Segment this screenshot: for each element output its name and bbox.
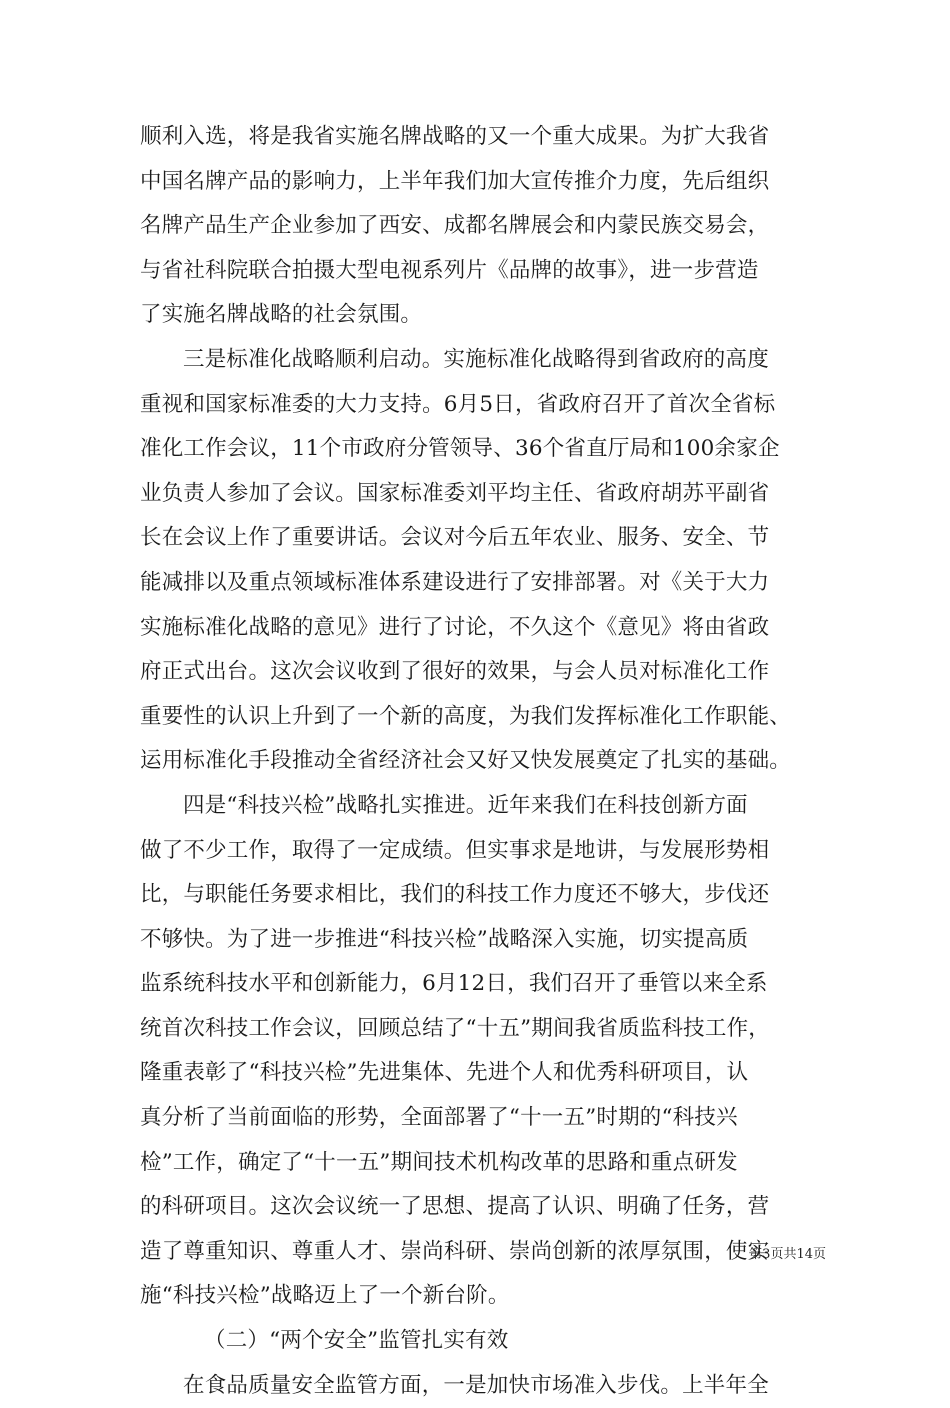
- text-line: 中国名牌产品的影响力，上半年我们加大宣传推介力度，先后组织: [140, 168, 770, 194]
- section-heading: （二）“两个安全”监管扎实有效: [204, 1328, 509, 1354]
- text-line: 比，与职能任务要求相比，我们的科技工作力度还不够大，步伐还: [140, 882, 770, 908]
- text-line: 名牌产品生产企业参加了西安、成都名牌展会和内蒙民族交易会，: [140, 213, 770, 239]
- text-line: 长在会议上作了重要讲话。会议对今后五年农业、服务、安全、节: [140, 525, 770, 551]
- text-line: 隆重表彰了“科技兴检”先进集体、先进个人和优秀科研项目，认: [140, 1060, 749, 1086]
- text-line: 府正式出台。这次会议收到了很好的效果，与会人员对标准化工作: [140, 659, 770, 685]
- text-line: 施“科技兴检”战略迈上了一个新台阶。: [140, 1283, 510, 1309]
- page-number-footer: 第3页共14页: [749, 1247, 826, 1262]
- text-line: 真分析了当前面临的形势，全面部署了“十一五”时期的“科技兴: [140, 1105, 738, 1131]
- paragraph-start-line: 三是标准化战略顺利启动。实施标准化战略得到省政府的高度: [183, 346, 769, 372]
- text-line: 检”工作，确定了“十一五”期间技术机构改革的思路和重点研发: [140, 1149, 738, 1175]
- text-line: 不够快。为了进一步推进“科技兴检”战略深入实施，切实提高质: [140, 926, 749, 952]
- text-line: 重视和国家标准委的大力支持。6月5日，省政府召开了首次全省标: [140, 391, 776, 417]
- paragraph-start-line: 四是“科技兴检”战略扎实推进。近年来我们在科技创新方面: [183, 792, 748, 818]
- text-line: 能减排以及重点领域标准体系建设进行了安排部署。对《关于大力: [140, 569, 770, 595]
- text-line: 准化工作会议，11个市政府分管领导、36个省直厅局和100余家企: [140, 436, 780, 462]
- text-line: 造了尊重知识、尊重人才、崇尚科研、崇尚创新的浓厚氛围，使实: [140, 1238, 770, 1264]
- text-line: 了实施名牌战略的社会氛围。: [140, 302, 423, 328]
- body-text: [140, 115, 830, 1408]
- text-line: 重要性的认识上升到了一个新的高度，为我们发挥标准化工作职能、: [140, 703, 792, 729]
- text-line: 与省社科院联合拍摄大型电视系列片《品牌的故事》，进一步营造: [140, 257, 759, 283]
- text-line: 统首次科技工作会议，回顾总结了“十五”期间我省质监科技工作，: [140, 1015, 770, 1041]
- text-line: 运用标准化手段推动全省经济社会又好又快发展奠定了扎实的基础。: [140, 748, 792, 774]
- text-line: 实施标准化战略的意见》进行了讨论，不久这个《意见》将由省政: [140, 614, 770, 640]
- text-line: 顺利入选，将是我省实施名牌战略的又一个重大成果。为扩大我省: [140, 124, 770, 149]
- text-line: 业负责人参加了会议。国家标准委刘平均主任、省政府胡苏平副省: [140, 480, 770, 506]
- paragraph-start-line: 在食品质量安全监管方面，一是加快市场准入步伐。上半年全: [183, 1372, 769, 1398]
- text-line: 做了不少工作，取得了一定成绩。但实事求是地讲，与发展形势相: [140, 837, 770, 863]
- text-line: 监系统科技水平和创新能力，6月12日，我们召开了垂管以来全系: [140, 971, 768, 997]
- text-line: 的科研项目。这次会议统一了思想、提高了认识、明确了任务，营: [140, 1194, 770, 1220]
